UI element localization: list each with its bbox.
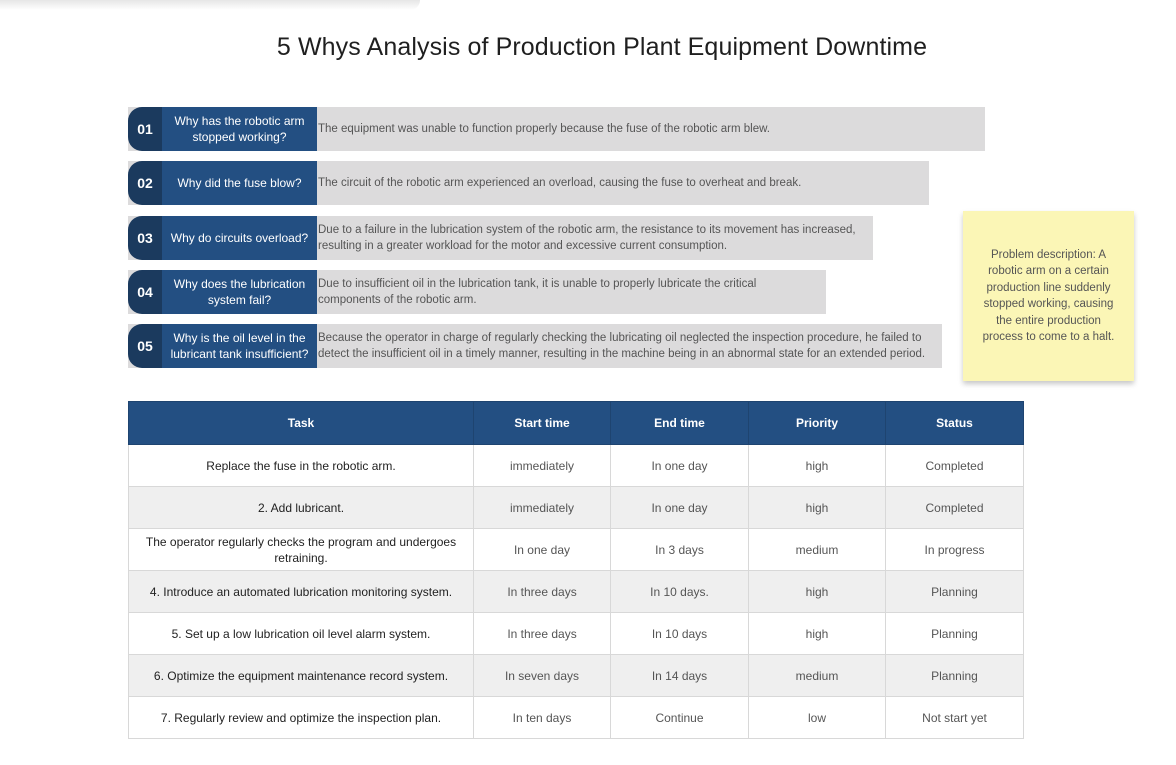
priority-cell: high (749, 445, 886, 487)
task-cell: Replace the fuse in the robotic arm. (129, 445, 474, 487)
table-row (129, 445, 1024, 487)
why-number: 03 (128, 216, 162, 260)
priority-cell: high (749, 571, 886, 613)
end-time-cell: In one day (611, 445, 749, 487)
why-answer: Because the operator in charge of regularly checking the lubricating oil neglected the inspection procedure, he failed to detect the insufficient oil in a timely manner, resulting in the machine being in an abnormal state for an extended period. (318, 331, 926, 360)
page-title: 5 Whys Analysis of Production Plant Equipment Downtime (276, 33, 928, 61)
end-time-cell: In 3 days (611, 529, 749, 571)
table-row (129, 655, 1024, 697)
start-time-cell: In one day (474, 529, 611, 571)
why-answer: The circuit of the robotic arm experienced an overload, causing the fuse to overheat and break. (318, 176, 802, 189)
why-question: Why do circuits overload? (162, 216, 317, 260)
header-start-time: Start time (474, 402, 611, 445)
header-end-time: End time (611, 402, 749, 445)
why-number: 01 (128, 107, 162, 151)
problem-description-note: Problem description: A robotic arm on a certain production line suddenly stopped working, causing the entire production process to come to a halt. (963, 211, 1134, 381)
header-task: Task (129, 402, 474, 445)
why-question: Why does the lubrication system fail? (162, 270, 317, 314)
task-cell: 5. Set up a low lubrication oil level alarm system. (129, 613, 474, 655)
end-time-cell: Continue (611, 697, 749, 739)
task-cell: 6. Optimize the equipment maintenance record system. (129, 655, 474, 697)
end-time-cell: In 10 days (611, 613, 749, 655)
start-time-cell: In seven days (474, 655, 611, 697)
table-row (129, 529, 1024, 571)
end-time-cell: In one day (611, 487, 749, 529)
why-answer: The equipment was unable to function properly because the fuse of the robotic arm blew. (318, 122, 770, 135)
status-cell: In progress (886, 529, 1024, 571)
start-time-cell: immediately (474, 445, 611, 487)
why-question: Why has the robotic arm stopped working? (162, 107, 317, 151)
start-time-cell: In three days (474, 571, 611, 613)
why-answer: Due to insufficient oil in the lubrication tank, it is unable to properly lubricate the critical components of the robotic arm. (318, 277, 757, 306)
header-priority: Priority (749, 402, 886, 445)
status-cell: Planning (886, 613, 1024, 655)
status-cell: Completed (886, 487, 1024, 529)
table-header-row (129, 402, 1024, 445)
start-time-cell: immediately (474, 487, 611, 529)
top-shadow-bar (0, 0, 420, 10)
status-cell: Planning (886, 571, 1024, 613)
task-cell: 7. Regularly review and optimize the inspection plan. (129, 697, 474, 739)
task-cell: 4. Introduce an automated lubrication monitoring system. (129, 571, 474, 613)
task-table (128, 401, 1024, 739)
end-time-cell: In 10 days. (611, 571, 749, 613)
why-row-5 (128, 324, 942, 368)
why-number: 05 (128, 324, 162, 368)
table-row (129, 613, 1024, 655)
status-cell: Planning (886, 655, 1024, 697)
task-cell: The operator regularly checks the program and undergoes retraining. (129, 529, 474, 571)
why-number: 04 (128, 270, 162, 314)
status-cell: Not start yet (886, 697, 1024, 739)
why-row-1 (128, 107, 985, 151)
task-cell: 2. Add lubricant. (129, 487, 474, 529)
why-row-3 (128, 216, 873, 260)
table-row (129, 487, 1024, 529)
priority-cell: high (749, 613, 886, 655)
why-number: 02 (128, 161, 162, 205)
table-row (129, 571, 1024, 613)
end-time-cell: In 14 days (611, 655, 749, 697)
why-question: Why is the oil level in the lubricant tank insufficient? (162, 324, 317, 368)
priority-cell: medium (749, 655, 886, 697)
priority-cell: low (749, 697, 886, 739)
priority-cell: medium (749, 529, 886, 571)
table-row (129, 697, 1024, 739)
header-status: Status (886, 402, 1024, 445)
why-answer: Due to a failure in the lubrication system of the robotic arm, the resistance to its movement has increased, resulting in a greater workload for the motor and excessive current consumption. (318, 223, 856, 252)
status-cell: Completed (886, 445, 1024, 487)
priority-cell: high (749, 487, 886, 529)
why-row-4 (128, 270, 826, 314)
why-row-2 (128, 161, 929, 205)
start-time-cell: In ten days (474, 697, 611, 739)
why-question: Why did the fuse blow? (162, 161, 317, 205)
start-time-cell: In three days (474, 613, 611, 655)
